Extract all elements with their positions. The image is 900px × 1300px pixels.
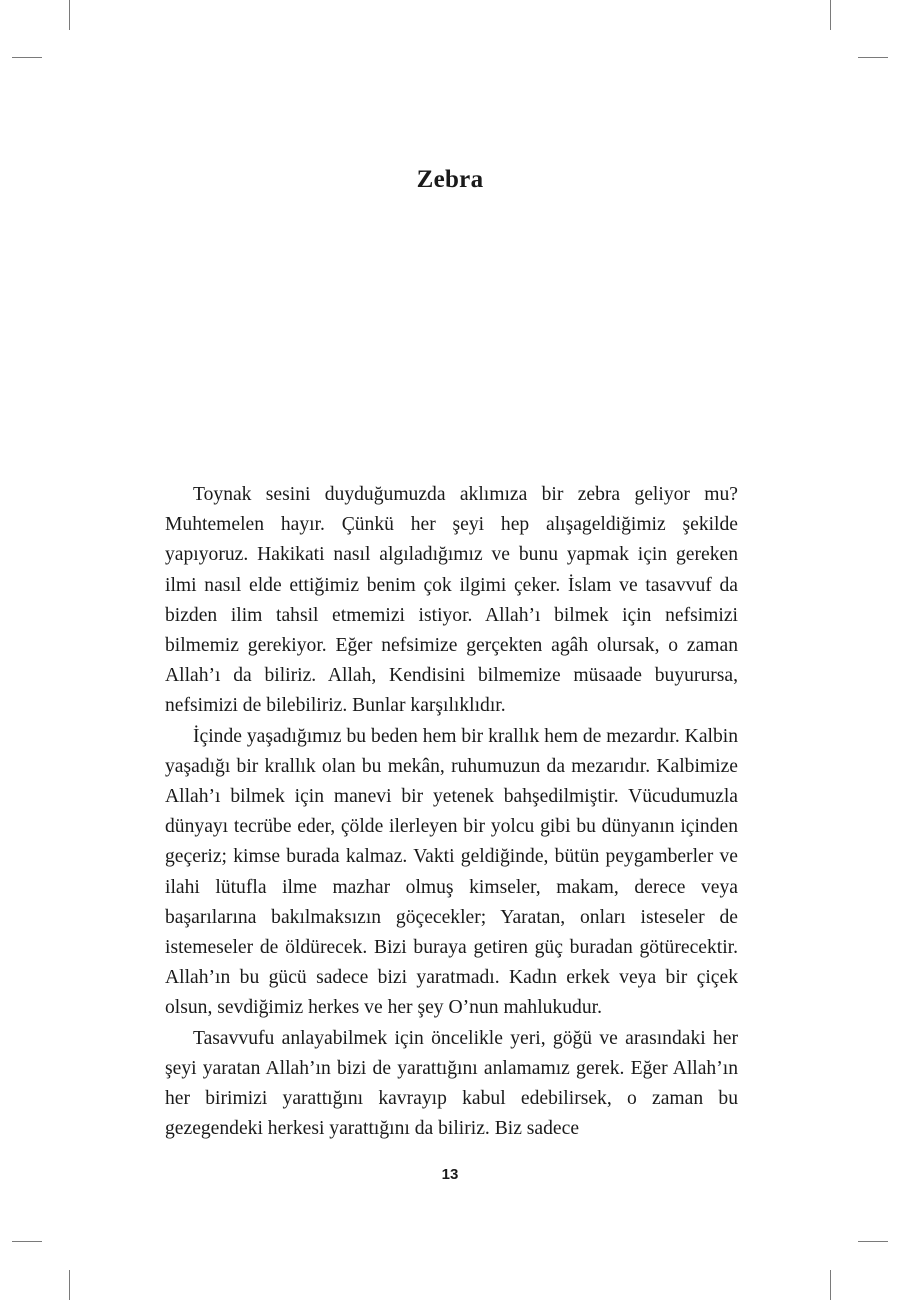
paragraph: Toynak sesini duyduğumuzda aklımıza bir zebra geliyor mu? Muhtemelen hayır. Çünkü her şeyi hep alışageldiğimiz şekilde yapıyoruz. Hakikati nasıl algıladığımız ve bunu yapmak için gereken ilmi nasıl elde ettiğimiz benim çok ilgimi çeker. İslam ve tasavvuf da bizden ilim tahsil etmemizi istiyor. Allah’ı bilmek için nefsimizi bilmemiz gerekiyor. Eğer nefsimize gerçekten agâh olursak, o zaman Allah’ı da biliriz. Allah, Kendisini bilmemize müsaade buyurursa, nefsimizi de bilebiliriz. Bunlar karşılıklıdır. (165, 484, 738, 717)
crop-mark-right-top (858, 57, 888, 58)
crop-mark-bottom-left (69, 1270, 70, 1300)
crop-mark-top-left (69, 0, 70, 30)
paragraph: Tasavvufu anlayabilmek için öncelikle yeri, göğü ve arasındaki her şeyi yaratan Allah’ın bizi de yarattığını anlamamız gerek. Eğer Allah’ın her birimizi yarattığını kavrayıp kabul edebilirsek, o zaman bu gezegendeki herkesi yarattığını da biliriz. Biz sadece (165, 1027, 738, 1140)
crop-mark-bottom-right (830, 1270, 831, 1300)
crop-mark-right-bottom (858, 1241, 888, 1242)
page-number: 13 (441, 1166, 459, 1183)
crop-mark-left-top (12, 57, 42, 58)
crop-mark-top-right (830, 0, 831, 30)
body-text (165, 480, 738, 1144)
paragraph: İçinde yaşadığımız bu beden hem bir krallık hem de mezardır. Kalbin yaşadığı bir krallık olan bu mekân, ruhumuzun da mezarıdır. Kalbimize Allah’ı bilmek için manevi bir yetenek bahşedilmiştir. Vücudumuzla dünyayı tecrübe eder, çölde ilerleyen bir yolcu gibi bu dünyanın içinden geçeriz; kimse burada kalmaz. Vakti geldiğinde, bütün peygamberler ve ilahi lütufla ilme mazhar olmuş kimseler, makam, derece veya başarılarına bakılmaksızın göçecekler; Yaratan, onları isteseler de istemeseler de öldürecek. Bizi buraya getiren güç buradan götürecektir. Allah’ın bu gücü sadece bizi yaratmadı. Kadın erkek veya bir çiçek olsun, sevdiğimiz herkes ve her şey O’nun mahlukudur. (165, 725, 738, 1019)
crop-mark-left-bottom (12, 1241, 42, 1242)
chapter-title: Zebra (416, 166, 484, 193)
